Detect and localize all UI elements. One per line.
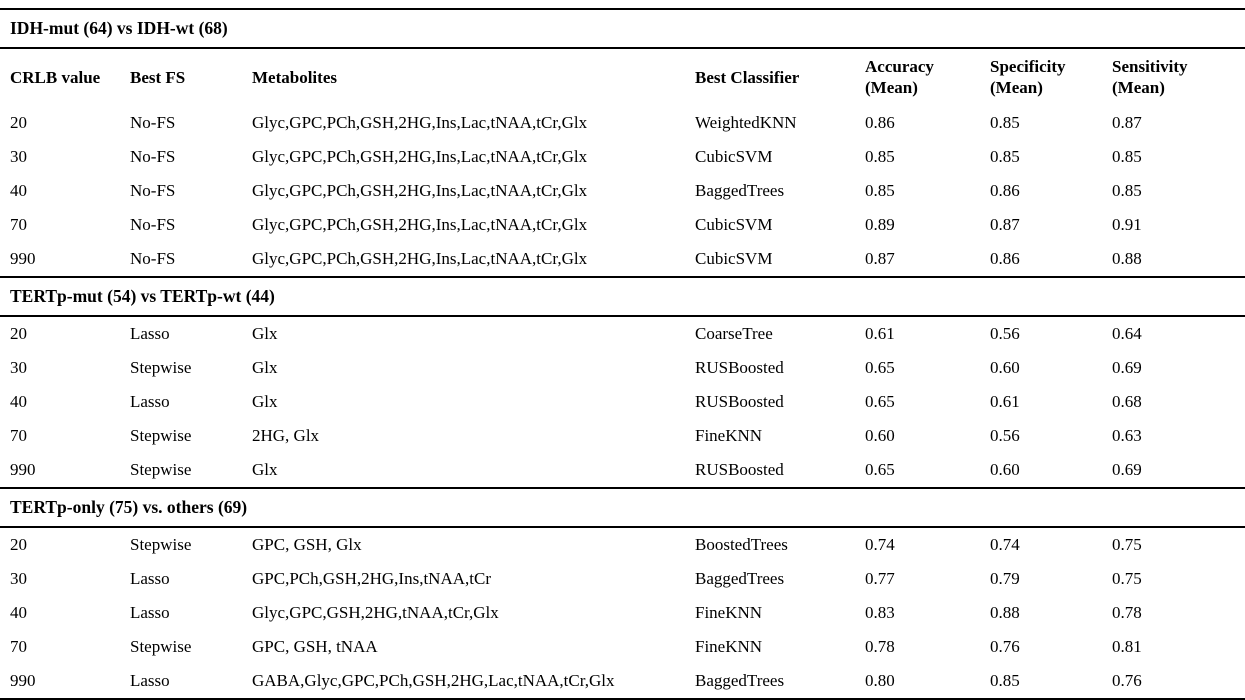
cell-metabolites: GABA,Glyc,GPC,PCh,GSH,2HG,Lac,tNAA,tCr,Glx (252, 670, 615, 690)
section-title: IDH-mut (64) vs IDH-wt (68) (0, 9, 1245, 48)
cell-sensitivity: 0.69 (1112, 357, 1142, 377)
section-title: TERTp-mut (54) vs TERTp-wt (44) (0, 277, 1245, 316)
column-header-metabolites: Metabolites (252, 67, 337, 87)
cell-accuracy: 0.60 (865, 425, 895, 445)
cell-crlb: 40 (10, 602, 27, 622)
table-row (0, 174, 1245, 208)
cell-fs: Stepwise (130, 636, 192, 656)
cell-classifier: BaggedTrees (695, 670, 785, 690)
cell-crlb: 70 (10, 425, 27, 445)
table-row (0, 242, 1245, 277)
cell-metabolites: Glyc,GPC,PCh,GSH,2HG,Ins,Lac,tNAA,tCr,Glx (252, 180, 588, 200)
cell-crlb: 990 (10, 248, 36, 268)
table-row (0, 140, 1245, 174)
cell-specificity: 0.86 (990, 248, 1020, 268)
section-row (0, 9, 1245, 48)
cell-fs: Lasso (130, 670, 170, 690)
cell-fs: Stepwise (130, 357, 192, 377)
cell-specificity: 0.79 (990, 568, 1020, 588)
table-row (0, 562, 1245, 596)
cell-sensitivity: 0.81 (1112, 636, 1142, 656)
cell-specificity: 0.85 (990, 146, 1020, 166)
cell-classifier: RUSBoosted (695, 357, 784, 377)
cell-metabolites: Glx (252, 357, 278, 377)
cell-metabolites: GPC,PCh,GSH,2HG,Ins,tNAA,tCr (252, 568, 491, 588)
cell-metabolites: Glyc,GPC,GSH,2HG,tNAA,tCr,Glx (252, 602, 499, 622)
column-header-crlb: CRLB value (10, 67, 101, 87)
cell-sensitivity: 0.63 (1112, 425, 1142, 445)
cell-fs: No-FS (130, 146, 176, 166)
cell-crlb: 70 (10, 636, 27, 656)
cell-fs: Stepwise (130, 425, 192, 445)
cell-sensitivity: 0.68 (1112, 391, 1142, 411)
cell-classifier: FineKNN (695, 602, 763, 622)
cell-specificity: 0.76 (990, 636, 1020, 656)
table-row (0, 630, 1245, 664)
table-row (0, 208, 1245, 242)
cell-classifier: RUSBoosted (695, 391, 784, 411)
cell-crlb: 40 (10, 180, 27, 200)
cell-specificity: 0.60 (990, 357, 1020, 377)
table-row (0, 419, 1245, 453)
cell-metabolites: Glx (252, 459, 278, 479)
section-row (0, 488, 1245, 527)
cell-sensitivity: 0.76 (1112, 670, 1142, 690)
cell-sensitivity: 0.85 (1112, 180, 1142, 200)
column-header-row (0, 48, 1245, 106)
cell-sensitivity: 0.69 (1112, 459, 1142, 479)
column-header-classifier: Best Classifier (695, 67, 800, 87)
table-row (0, 351, 1245, 385)
cell-metabolites: GPC, GSH, tNAA (252, 636, 378, 656)
table-row (0, 527, 1245, 562)
cell-metabolites: Glyc,GPC,PCh,GSH,2HG,Ins,Lac,tNAA,tCr,Glx (252, 214, 588, 234)
cell-classifier: BaggedTrees (695, 180, 785, 200)
cell-crlb: 990 (10, 670, 36, 690)
cell-sensitivity: 0.85 (1112, 146, 1142, 166)
cell-classifier: BaggedTrees (695, 568, 785, 588)
section-title: TERTp-only (75) vs. others (69) (0, 488, 1245, 527)
cell-metabolites: 2HG, Glx (252, 425, 320, 445)
cell-accuracy: 0.80 (865, 670, 895, 690)
cell-fs: Lasso (130, 323, 170, 343)
cell-accuracy: 0.85 (865, 180, 895, 200)
cell-metabolites: Glyc,GPC,PCh,GSH,2HG,Ins,Lac,tNAA,tCr,Glx (252, 146, 588, 166)
results-table (0, 8, 1245, 700)
cell-sensitivity: 0.78 (1112, 602, 1142, 622)
cell-fs: Lasso (130, 391, 170, 411)
cell-metabolites: Glyc,GPC,PCh,GSH,2HG,Ins,Lac,tNAA,tCr,Glx (252, 112, 588, 132)
cell-accuracy: 0.61 (865, 323, 895, 343)
results-table-body (0, 9, 1245, 699)
column-header-sensitivity: Sensitivity (Mean) (1112, 57, 1188, 98)
cell-specificity: 0.85 (990, 670, 1020, 690)
cell-accuracy: 0.87 (865, 248, 895, 268)
cell-sensitivity: 0.64 (1112, 323, 1142, 343)
cell-classifier: BoostedTrees (695, 534, 788, 554)
cell-specificity: 0.88 (990, 602, 1020, 622)
cell-fs: No-FS (130, 214, 176, 234)
cell-crlb: 40 (10, 391, 27, 411)
cell-specificity: 0.87 (990, 214, 1020, 234)
table-row (0, 385, 1245, 419)
cell-sensitivity: 0.88 (1112, 248, 1142, 268)
cell-fs: No-FS (130, 112, 176, 132)
cell-crlb: 20 (10, 534, 27, 554)
cell-metabolites: GPC, GSH, Glx (252, 534, 362, 554)
table-row (0, 453, 1245, 488)
cell-classifier: CoarseTree (695, 323, 773, 343)
cell-classifier: FineKNN (695, 636, 763, 656)
cell-accuracy: 0.89 (865, 214, 895, 234)
cell-classifier: CubicSVM (695, 146, 773, 166)
table-row (0, 664, 1245, 699)
cell-accuracy: 0.65 (865, 459, 895, 479)
cell-crlb: 990 (10, 459, 36, 479)
table-row (0, 596, 1245, 630)
table-row (0, 106, 1245, 140)
cell-specificity: 0.61 (990, 391, 1020, 411)
cell-crlb: 70 (10, 214, 27, 234)
cell-accuracy: 0.65 (865, 391, 895, 411)
cell-fs: Stepwise (130, 459, 192, 479)
cell-metabolites: Glx (252, 391, 278, 411)
section-row (0, 277, 1245, 316)
cell-accuracy: 0.74 (865, 534, 895, 554)
cell-classifier: WeightedKNN (695, 112, 797, 132)
column-header-specificity: Specificity (Mean) (990, 57, 1066, 98)
cell-accuracy: 0.86 (865, 112, 895, 132)
cell-sensitivity: 0.87 (1112, 112, 1142, 132)
cell-accuracy: 0.83 (865, 602, 895, 622)
table-row (0, 316, 1245, 351)
cell-accuracy: 0.65 (865, 357, 895, 377)
cell-fs: No-FS (130, 248, 176, 268)
cell-fs: Lasso (130, 568, 170, 588)
cell-accuracy: 0.85 (865, 146, 895, 166)
cell-specificity: 0.86 (990, 180, 1020, 200)
cell-specificity: 0.60 (990, 459, 1020, 479)
column-header-fs: Best FS (130, 67, 186, 87)
cell-crlb: 30 (10, 146, 27, 166)
cell-metabolites: Glx (252, 323, 278, 343)
cell-classifier: CubicSVM (695, 214, 773, 234)
cell-fs: Stepwise (130, 534, 192, 554)
cell-classifier: RUSBoosted (695, 459, 784, 479)
cell-sensitivity: 0.75 (1112, 534, 1142, 554)
cell-accuracy: 0.77 (865, 568, 895, 588)
cell-fs: Lasso (130, 602, 170, 622)
cell-specificity: 0.74 (990, 534, 1020, 554)
cell-fs: No-FS (130, 180, 176, 200)
cell-specificity: 0.56 (990, 323, 1020, 343)
cell-crlb: 30 (10, 568, 27, 588)
cell-crlb: 20 (10, 323, 27, 343)
cell-classifier: CubicSVM (695, 248, 773, 268)
cell-specificity: 0.56 (990, 425, 1020, 445)
cell-crlb: 30 (10, 357, 27, 377)
cell-classifier: FineKNN (695, 425, 763, 445)
cell-accuracy: 0.78 (865, 636, 895, 656)
cell-crlb: 20 (10, 112, 27, 132)
cell-metabolites: Glyc,GPC,PCh,GSH,2HG,Ins,Lac,tNAA,tCr,Glx (252, 248, 588, 268)
cell-sensitivity: 0.91 (1112, 214, 1142, 234)
cell-specificity: 0.85 (990, 112, 1020, 132)
column-header-accuracy: Accuracy (Mean) (865, 57, 934, 98)
cell-sensitivity: 0.75 (1112, 568, 1142, 588)
